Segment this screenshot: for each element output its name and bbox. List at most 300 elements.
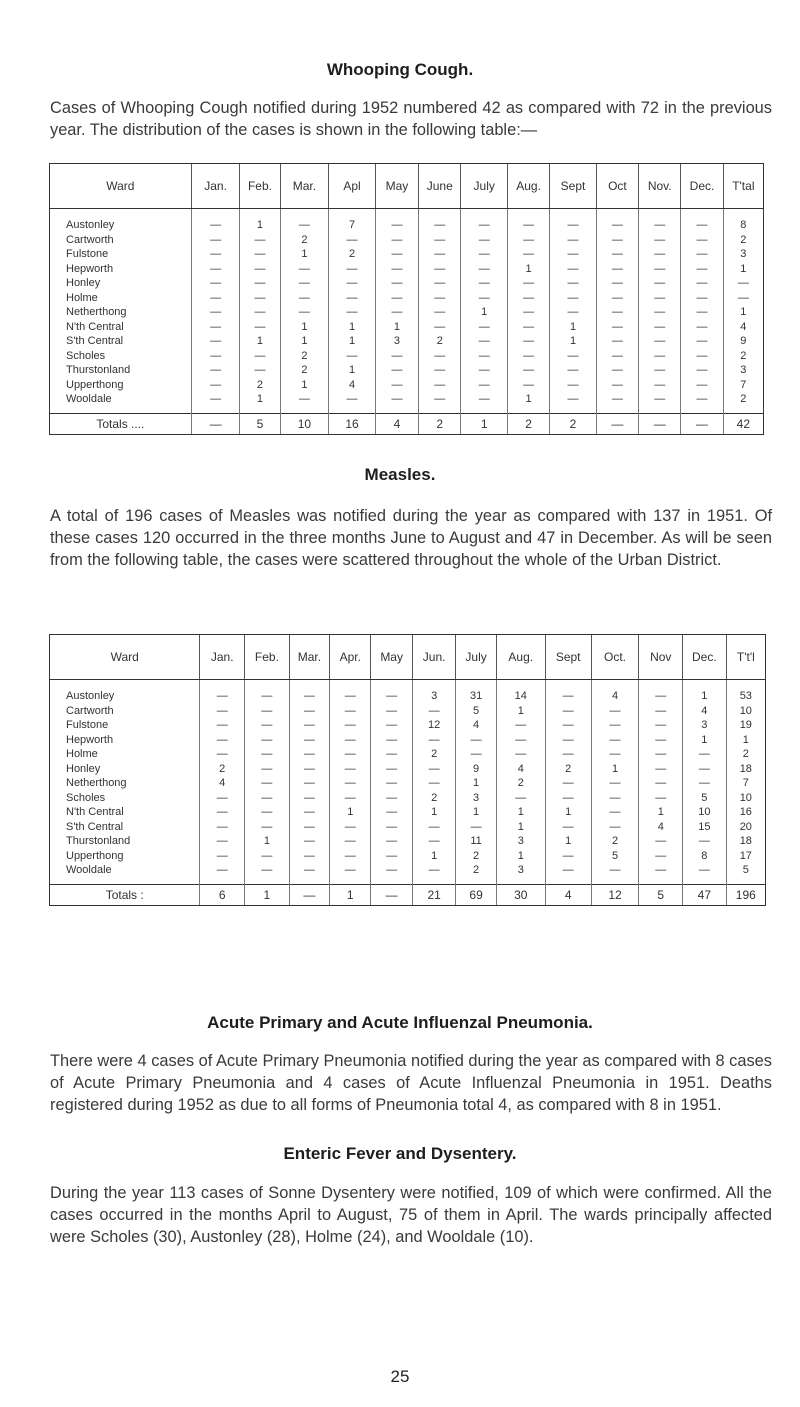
- table-cell: 1: [329, 363, 376, 378]
- table-cell: 10: [683, 805, 727, 820]
- total-cell: 10: [280, 413, 329, 434]
- total-cell: 30: [496, 884, 545, 905]
- table-body: [50, 209, 764, 435]
- table-cell: —: [371, 776, 412, 791]
- table-cell: —: [280, 209, 329, 233]
- table-cell: —: [412, 834, 456, 849]
- measles-paragraph: A total of 196 cases of Measles was notified during the year as compared with 137 in 1951. Of these cases 120 occurred in the three months June to August and 47 in December. As will be seen from the following table, the cases were scattered throughout the whole of the Urban District.: [50, 507, 772, 569]
- table-cell: —: [496, 718, 545, 733]
- table-cell: —: [639, 747, 683, 762]
- ward-name: Thurstonland: [50, 363, 192, 378]
- total-cell: 1: [330, 884, 371, 905]
- table-cell: —: [507, 233, 549, 248]
- table-cell: —: [461, 262, 508, 277]
- table-cell: 7: [726, 776, 765, 791]
- table-cell: —: [330, 704, 371, 719]
- page-number: 25: [390, 1367, 410, 1386]
- table-cell: —: [419, 262, 461, 277]
- table-cell: —: [507, 378, 549, 393]
- table-cell: 1: [726, 733, 765, 748]
- ward-name: Upperthong: [50, 849, 200, 864]
- table-cell: 1: [330, 805, 371, 820]
- table-cell: —: [545, 718, 591, 733]
- table-cell: —: [639, 305, 681, 320]
- table-cell: 1: [412, 849, 456, 864]
- total-cell: 4: [545, 884, 591, 905]
- table-cell: —: [419, 363, 461, 378]
- table-cell: —: [683, 834, 727, 849]
- table-cell: 1: [245, 834, 290, 849]
- table-cell: —: [596, 349, 638, 364]
- table-cell: —: [375, 262, 418, 277]
- total-cell: 21: [412, 884, 456, 905]
- total-cell: —: [191, 413, 240, 434]
- table-cell: 4: [639, 820, 683, 835]
- table-cell: —: [412, 733, 456, 748]
- table-cell: —: [330, 733, 371, 748]
- table-cell: —: [461, 291, 508, 306]
- table-cell: 2: [723, 233, 763, 248]
- table-cell: —: [683, 863, 727, 884]
- table-row: [50, 233, 764, 248]
- table-cell: —: [723, 291, 763, 306]
- table-cell: —: [639, 704, 683, 719]
- table-cell: —: [412, 776, 456, 791]
- table-cell: —: [456, 747, 496, 762]
- table-cell: —: [591, 776, 639, 791]
- table-cell: 1: [240, 334, 280, 349]
- ward-name: Netherthong: [50, 776, 200, 791]
- table-cell: 1: [683, 733, 727, 748]
- table-cell: 1: [496, 704, 545, 719]
- table-cell: —: [200, 863, 245, 884]
- table-cell: —: [550, 247, 597, 262]
- table-cell: —: [723, 276, 763, 291]
- table-cell: 10: [726, 791, 765, 806]
- table-cell: —: [330, 863, 371, 884]
- table-cell: 1: [507, 392, 549, 413]
- table-cell: —: [375, 305, 418, 320]
- table-cell: —: [681, 363, 723, 378]
- ward-name: Holme: [50, 291, 192, 306]
- table-cell: —: [507, 320, 549, 335]
- table-cell: —: [639, 392, 681, 413]
- table-cell: —: [371, 849, 412, 864]
- table-cell: 1: [280, 334, 329, 349]
- table-cell: —: [596, 247, 638, 262]
- table-cell: 1: [456, 776, 496, 791]
- table-cell: —: [461, 363, 508, 378]
- table-cell: —: [596, 305, 638, 320]
- table-cell: —: [191, 276, 240, 291]
- total-cell: 196: [726, 884, 765, 905]
- table-cell: 1: [507, 262, 549, 277]
- table-row: [50, 747, 766, 762]
- table-cell: 8: [723, 209, 763, 233]
- table-cell: 9: [456, 762, 496, 777]
- table-cell: —: [371, 863, 412, 884]
- table-cell: —: [240, 363, 280, 378]
- table-cell: —: [191, 334, 240, 349]
- total-cell: —: [371, 884, 412, 905]
- table-cell: —: [375, 209, 418, 233]
- table-row: [50, 349, 764, 364]
- table-cell: 1: [240, 209, 280, 233]
- table-cell: 5: [456, 704, 496, 719]
- total-cell: 2: [550, 413, 597, 434]
- table-cell: —: [550, 392, 597, 413]
- table-cell: —: [289, 849, 329, 864]
- table-row: [50, 209, 764, 233]
- table-cell: —: [496, 791, 545, 806]
- column-header: Feb.: [240, 164, 280, 209]
- ward-name: S'th Central: [50, 334, 192, 349]
- table-cell: 1: [545, 805, 591, 820]
- table-cell: 1: [550, 320, 597, 335]
- column-header: Apr.: [330, 635, 371, 680]
- table-cell: 2: [723, 392, 763, 413]
- column-header: Oct.: [591, 635, 639, 680]
- table-cell: —: [545, 863, 591, 884]
- table-cell: —: [289, 791, 329, 806]
- table-cell: —: [496, 733, 545, 748]
- table-cell: 4: [496, 762, 545, 777]
- table-cell: —: [245, 747, 290, 762]
- table-cell: —: [289, 776, 329, 791]
- table-cell: —: [191, 392, 240, 413]
- table-cell: —: [596, 378, 638, 393]
- ward-name: N'th Central: [50, 320, 192, 335]
- column-header: Apl: [329, 164, 376, 209]
- table-cell: —: [639, 849, 683, 864]
- total-cell: 69: [456, 884, 496, 905]
- table-cell: —: [329, 233, 376, 248]
- ward-name: Hepworth: [50, 262, 192, 277]
- table-cell: —: [245, 863, 290, 884]
- table-cell: —: [591, 805, 639, 820]
- table-cell: —: [596, 320, 638, 335]
- table-cell: —: [550, 233, 597, 248]
- table-cell: —: [419, 392, 461, 413]
- table-cell: 12: [412, 718, 456, 733]
- table-cell: 2: [329, 247, 376, 262]
- table-cell: 7: [329, 209, 376, 233]
- enteric-dysentery-heading: Enteric Fever and Dysentery.: [283, 1144, 517, 1163]
- table-cell: —: [596, 363, 638, 378]
- total-cell: 4: [375, 413, 418, 434]
- table-cell: —: [191, 349, 240, 364]
- table-row: [50, 320, 764, 335]
- ward-name: Holme: [50, 747, 200, 762]
- table-cell: 1: [723, 305, 763, 320]
- table-cell: —: [191, 363, 240, 378]
- table-cell: —: [639, 680, 683, 704]
- table-cell: —: [639, 334, 681, 349]
- table-cell: —: [371, 704, 412, 719]
- table-cell: —: [245, 762, 290, 777]
- table-cell: —: [371, 834, 412, 849]
- table-cell: —: [461, 247, 508, 262]
- total-cell: 2: [419, 413, 461, 434]
- table-cell: 2: [280, 233, 329, 248]
- table-cell: —: [550, 349, 597, 364]
- column-header: Ward: [50, 635, 200, 680]
- column-header: Oct: [596, 164, 638, 209]
- table-cell: —: [289, 733, 329, 748]
- table-cell: —: [375, 392, 418, 413]
- table-cell: —: [191, 233, 240, 248]
- table-row: [50, 262, 764, 277]
- table-cell: —: [681, 305, 723, 320]
- table-cell: —: [371, 747, 412, 762]
- table-row: [50, 378, 764, 393]
- table-cell: —: [375, 276, 418, 291]
- table-cell: —: [280, 392, 329, 413]
- total-cell: 42: [723, 413, 763, 434]
- column-header: May: [375, 164, 418, 209]
- table-cell: 2: [412, 747, 456, 762]
- table-cell: —: [461, 320, 508, 335]
- table-cell: —: [245, 776, 290, 791]
- total-cell: 6: [200, 884, 245, 905]
- table-cell: —: [200, 791, 245, 806]
- table-cell: —: [456, 820, 496, 835]
- table-cell: —: [681, 247, 723, 262]
- table-cell: —: [330, 747, 371, 762]
- table-cell: —: [330, 718, 371, 733]
- table-cell: —: [681, 349, 723, 364]
- table-cell: —: [280, 305, 329, 320]
- table-cell: 2: [240, 378, 280, 393]
- table-cell: —: [289, 820, 329, 835]
- table-cell: —: [240, 247, 280, 262]
- ward-name: Honley: [50, 762, 200, 777]
- table-cell: 17: [726, 849, 765, 864]
- table-cell: —: [191, 262, 240, 277]
- total-cell: 47: [683, 884, 727, 905]
- table-cell: —: [371, 680, 412, 704]
- table-cell: 2: [200, 762, 245, 777]
- ward-name: Thurstonland: [50, 834, 200, 849]
- table-cell: —: [371, 762, 412, 777]
- column-header: T't'l: [726, 635, 765, 680]
- table-cell: —: [419, 320, 461, 335]
- ward-name: S'th Central: [50, 820, 200, 835]
- table-cell: —: [596, 392, 638, 413]
- table-cell: —: [280, 291, 329, 306]
- table-cell: —: [507, 334, 549, 349]
- table-cell: —: [639, 733, 683, 748]
- table-cell: —: [371, 718, 412, 733]
- column-header: June: [419, 164, 461, 209]
- table-cell: —: [240, 276, 280, 291]
- table-row: [50, 704, 766, 719]
- table-cell: —: [596, 262, 638, 277]
- table-row: [50, 247, 764, 262]
- table-cell: 3: [496, 834, 545, 849]
- table-cell: —: [550, 363, 597, 378]
- table-cell: 1: [496, 820, 545, 835]
- table-cell: 9: [723, 334, 763, 349]
- table-cell: 2: [456, 849, 496, 864]
- table-cell: —: [591, 733, 639, 748]
- table-row: [50, 834, 766, 849]
- table-cell: —: [329, 291, 376, 306]
- table-cell: —: [550, 262, 597, 277]
- ward-name: N'th Central: [50, 805, 200, 820]
- whooping-cough-paragraph: Cases of Whooping Cough notified during 1952 numbered 42 as compared with 72 in the previous year. The distribution of the cases is shown in the following table:—: [50, 99, 772, 139]
- table-row: [50, 791, 766, 806]
- table-cell: —: [419, 305, 461, 320]
- table-cell: —: [683, 747, 727, 762]
- table-cell: 1: [545, 834, 591, 849]
- table-cell: —: [240, 262, 280, 277]
- column-header: Aug.: [496, 635, 545, 680]
- table-cell: —: [375, 349, 418, 364]
- table-cell: —: [371, 805, 412, 820]
- table-row: [50, 305, 764, 320]
- table-cell: 20: [726, 820, 765, 835]
- total-cell: 16: [329, 413, 376, 434]
- table-cell: —: [683, 776, 727, 791]
- table-cell: —: [200, 849, 245, 864]
- table-cell: 2: [456, 863, 496, 884]
- table-cell: 2: [412, 791, 456, 806]
- table-row: [50, 733, 766, 748]
- table-cell: —: [545, 820, 591, 835]
- table-cell: —: [329, 276, 376, 291]
- table-cell: —: [461, 349, 508, 364]
- table-cell: —: [639, 378, 681, 393]
- column-header: Nov.: [639, 164, 681, 209]
- ward-name: Netherthong: [50, 305, 192, 320]
- table-cell: 1: [723, 262, 763, 277]
- table-cell: —: [639, 863, 683, 884]
- ward-name: Wooldale: [50, 392, 192, 413]
- table-cell: —: [289, 704, 329, 719]
- table-cell: 2: [545, 762, 591, 777]
- table-row: [50, 820, 766, 835]
- table-cell: —: [496, 747, 545, 762]
- table-cell: —: [639, 233, 681, 248]
- column-header: July: [461, 164, 508, 209]
- table-cell: 1: [456, 805, 496, 820]
- table-cell: —: [545, 747, 591, 762]
- table-cell: —: [419, 233, 461, 248]
- table-cell: 2: [496, 776, 545, 791]
- table-cell: —: [200, 718, 245, 733]
- table-row: [50, 805, 766, 820]
- table-cell: 1: [412, 805, 456, 820]
- table-cell: —: [200, 805, 245, 820]
- table-cell: 16: [726, 805, 765, 820]
- table-cell: —: [639, 762, 683, 777]
- table-cell: —: [639, 276, 681, 291]
- table-cell: —: [419, 349, 461, 364]
- table-header: [50, 635, 766, 680]
- table-cell: —: [200, 704, 245, 719]
- table-cell: —: [280, 262, 329, 277]
- table-cell: —: [639, 363, 681, 378]
- ward-name: Honley: [50, 276, 192, 291]
- table-row: [50, 680, 766, 704]
- table-row: [50, 863, 766, 884]
- table-cell: —: [419, 247, 461, 262]
- table-cell: 1: [639, 805, 683, 820]
- table-cell: 4: [456, 718, 496, 733]
- table-cell: —: [289, 805, 329, 820]
- table-cell: —: [681, 262, 723, 277]
- column-header: Dec.: [683, 635, 727, 680]
- totals-row: [50, 884, 766, 905]
- table-cell: 3: [683, 718, 727, 733]
- table-cell: —: [245, 805, 290, 820]
- table-cell: —: [681, 291, 723, 306]
- table-cell: 3: [496, 863, 545, 884]
- column-header: Mar.: [289, 635, 329, 680]
- table-cell: —: [375, 378, 418, 393]
- table-header: [50, 164, 764, 209]
- table-row: [50, 849, 766, 864]
- table-cell: —: [191, 291, 240, 306]
- table-cell: —: [245, 680, 290, 704]
- table-cell: —: [545, 733, 591, 748]
- whooping-cough-heading: Whooping Cough.: [326, 60, 474, 79]
- table-cell: —: [545, 849, 591, 864]
- table-cell: —: [371, 733, 412, 748]
- table-cell: 7: [723, 378, 763, 393]
- table-cell: —: [419, 209, 461, 233]
- whooping-cough-table: [49, 163, 764, 435]
- table-cell: —: [419, 276, 461, 291]
- table-cell: —: [200, 747, 245, 762]
- column-header: Feb.: [245, 635, 290, 680]
- table-cell: 1: [240, 392, 280, 413]
- table-cell: 3: [375, 334, 418, 349]
- table-cell: 2: [280, 363, 329, 378]
- column-header: Aug.: [507, 164, 549, 209]
- table-cell: —: [461, 334, 508, 349]
- table-row: [50, 718, 766, 733]
- column-header: Sept: [550, 164, 597, 209]
- table-cell: —: [289, 762, 329, 777]
- table-cell: —: [591, 863, 639, 884]
- table-cell: —: [507, 363, 549, 378]
- table-cell: —: [681, 209, 723, 233]
- table-cell: 1: [496, 849, 545, 864]
- table-cell: —: [419, 378, 461, 393]
- table-cell: —: [371, 791, 412, 806]
- table-cell: —: [330, 820, 371, 835]
- table-cell: 2: [591, 834, 639, 849]
- table-cell: —: [596, 276, 638, 291]
- table-row: [50, 334, 764, 349]
- table-cell: —: [375, 363, 418, 378]
- table-cell: —: [639, 247, 681, 262]
- table-cell: 31: [456, 680, 496, 704]
- table-cell: —: [280, 276, 329, 291]
- table-cell: —: [545, 680, 591, 704]
- ward-name: Cartworth: [50, 233, 192, 248]
- table-cell: 1: [280, 247, 329, 262]
- table-cell: 4: [683, 704, 727, 719]
- table-cell: —: [550, 209, 597, 233]
- table-row: [50, 392, 764, 413]
- total-cell: —: [289, 884, 329, 905]
- table-cell: —: [191, 378, 240, 393]
- table-cell: —: [639, 834, 683, 849]
- table-cell: 19: [726, 718, 765, 733]
